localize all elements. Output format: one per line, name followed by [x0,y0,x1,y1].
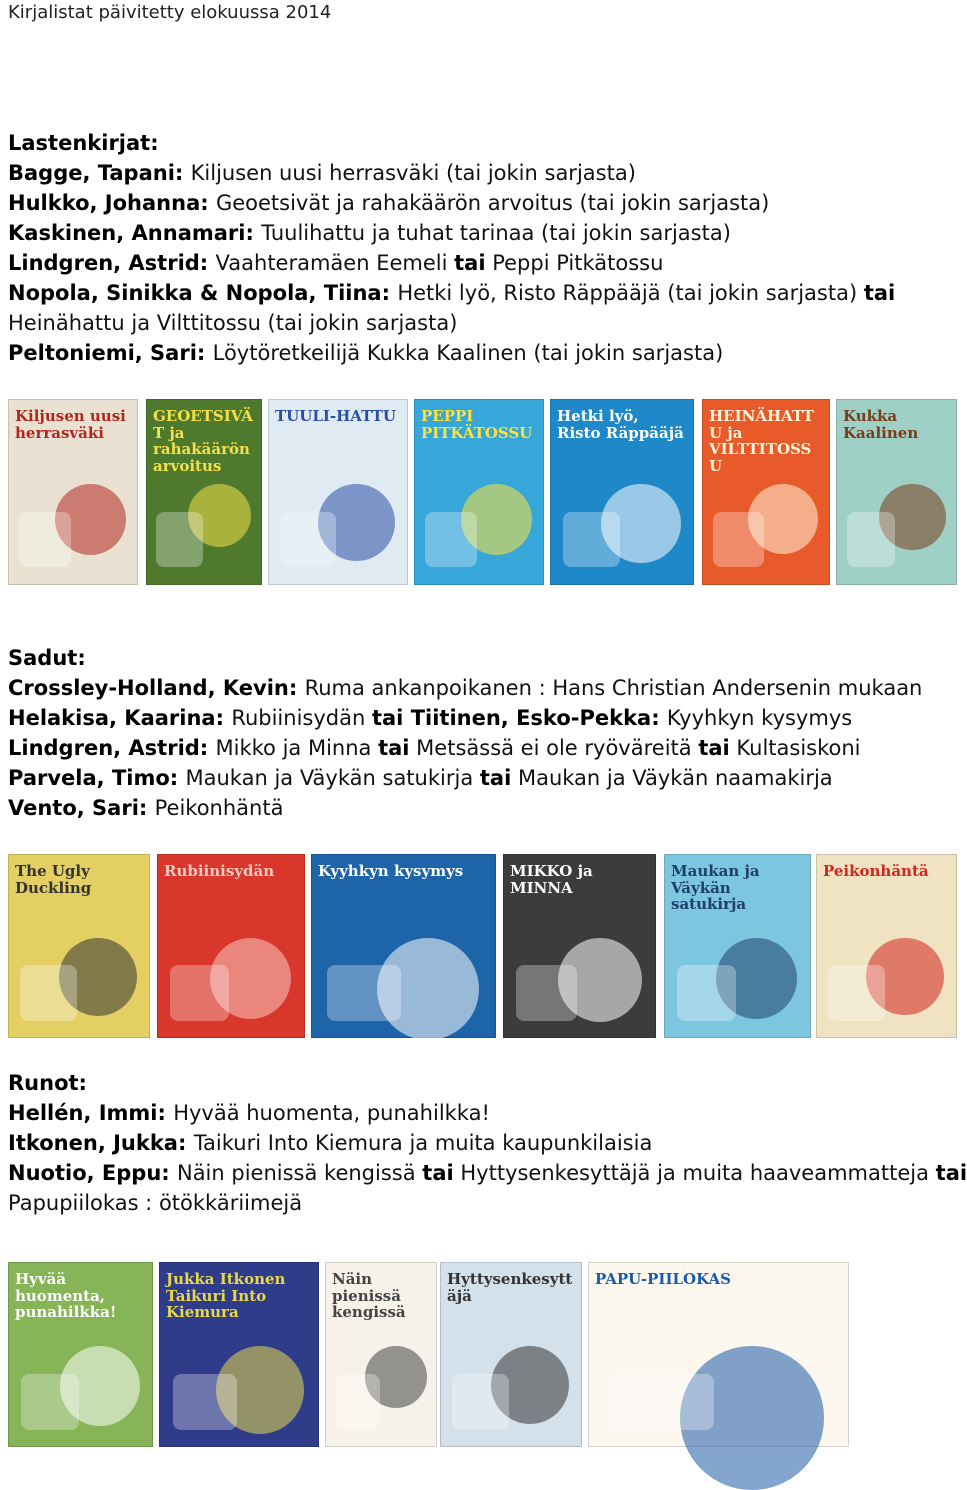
book-cover-image [664,854,811,1038]
book-cover-image [8,399,138,585]
cover-illustration [19,512,71,568]
cover-illustration [713,512,764,568]
list-line [8,1131,652,1155]
book-title-text: Kyyhkyn kysymys [666,706,853,730]
book-cover-image [311,854,496,1038]
section-title-runot: Runot: [8,1071,87,1095]
book-title-text: Maukan ja Väykän naamakirja [511,766,833,790]
cover-title: Hetki lyö, Risto Räppääjä [557,407,684,442]
cover-title: Jukka Itkonen Taikuri Into Kiemura [166,1270,286,1321]
cover-illustration [828,965,884,1020]
book-cover-image [414,399,544,585]
cover-illustration [327,965,401,1020]
book-title-text: Vaahteramäen Eemeli [215,251,455,275]
book-title-text: Kultasiskoni [729,736,861,760]
cover-title: HEINÄHATTU ja VILTTITOSSU [709,407,814,475]
author-name: Itkonen, Jukka: [8,1131,194,1155]
book-title-text: Hyvää huomenta, punahilkka! [173,1101,490,1125]
page-header: Kirjalistat päivitetty elokuussa 2014 [8,2,332,23]
book-cover-image [588,1262,849,1447]
author-name: Bagge, Tapani: [8,161,191,185]
cover-title: Maukan ja Väykän satukirja [671,862,760,913]
book-cover-image [325,1262,437,1447]
book-cover-image [268,399,408,585]
cover-illustration [20,965,77,1020]
book-cover-image [146,399,262,585]
book-cover-image [8,854,150,1038]
book-title-text: Kiljusen uusi herrasväki (tai jokin sarjasta) [190,161,636,185]
cover-illustration [516,965,577,1020]
book-cover-image [159,1262,319,1447]
book-title-text: Tuulihattu ja tuhat tarinaa (tai jokin sarjasta) [261,221,731,245]
list-line [8,221,731,245]
book-cover-image [157,854,305,1038]
list-line [8,736,861,760]
cover-illustration [156,512,202,568]
book-title-text: Näin pienissä kengissä [176,1161,423,1185]
cover-title: TUULI-HATTU [275,407,396,425]
author-name: tai [479,766,512,790]
cover-title: Hyttysenkesyttäjä [447,1270,573,1305]
author-name: Peltoniemi, Sari: [8,341,213,365]
book-title-text: Mikko ja Minna [215,736,379,760]
cover-illustration [173,1374,237,1430]
cover-title: GEOETSIVÄT ja rahakäärön arvoitus [153,407,253,475]
author-name: tai [863,281,896,305]
cover-title: Peikonhäntä [823,862,929,880]
book-cover-image [440,1262,582,1447]
book-cover-image [503,854,656,1038]
author-name: tai [698,736,730,760]
list-line [8,766,833,790]
author-name: Nuotio, Eppu: [8,1161,177,1185]
book-title-text: Hetki lyö, Risto Räppääjä (tai jokin sarjasta) [397,281,864,305]
list-line [8,796,283,820]
cover-illustration [280,512,336,568]
author-name: tai [422,1161,454,1185]
author-name: Kaskinen, Annamari: [8,221,262,245]
book-cover-image [816,854,957,1038]
list-line [8,1101,490,1125]
author-name: tai Tiitinen, Esko-Pekka: [371,706,667,730]
book-title-text: Heinähattu ja Vilttitossu (tai jokin sarjasta) [8,311,458,335]
author-name: Nopola, Sinikka & Nopola, Tiina: [8,281,398,305]
list-line [8,676,922,700]
cover-illustration [335,1374,380,1430]
author-name: Crossley-Holland, Kevin: [8,676,305,700]
list-line [8,706,852,730]
cover-illustration [425,512,477,568]
book-cover-image [836,399,957,585]
book-cover-image [702,399,830,585]
cover-title: MIKKO ja MINNA [510,862,593,897]
cover-title: Hyvää huomenta, punahilkka! [15,1270,117,1321]
list-line [8,311,457,335]
cover-title: Kukka Kaalinen [843,407,919,442]
author-name: Helakisa, Kaarina: [8,706,232,730]
book-title-text: Metsässä ei ole ryöväreitä [409,736,699,760]
author-name: Lindgren, Astrid: [8,251,216,275]
cover-title: Kyyhkyn kysymys [318,862,464,880]
author-name: tai [454,251,486,275]
cover-title: Kiljusen uusi herrasväki [15,407,126,442]
list-line [8,161,636,185]
book-title-text: Maukan ja Väykän satukirja [185,766,480,790]
list-line [8,1161,967,1185]
author-name: Hellén, Immi: [8,1101,174,1125]
book-title-text: Hyttysenkesyttäjä ja muita haaveammatteja [453,1161,936,1185]
list-line [8,251,663,275]
list-line [8,191,769,215]
list-line [8,281,895,305]
book-title-text: Löytöretkeilijä Kukka Kaalinen (tai jokin sarjasta) [212,341,724,365]
cover-illustration [563,512,621,568]
book-title-text: Rubiinisydän [231,706,372,730]
section-title-lastenkirjat: Lastenkirjat: [8,131,159,155]
cover-illustration [677,965,736,1020]
author-name: tai [935,1161,967,1185]
book-title-text: Geoetsivät ja rahakäärön arvoitus (tai jokin sarjasta) [215,191,770,215]
book-title-text: Papupiilokas : ötökkäriimejä [8,1191,303,1215]
author-name: Vento, Sari: [8,796,155,820]
book-title-text: Peikonhäntä [154,796,284,820]
book-title-text: Peppi Pitkätossu [485,251,664,275]
cover-title: Näin pienissä kengissä [332,1270,406,1321]
book-title-text: Ruma ankanpoikanen : Hans Christian Andersenin mukaan [304,676,923,700]
cover-title: Rubiinisydän [164,862,275,880]
cover-illustration [610,1374,714,1430]
author-name: Lindgren, Astrid: [8,736,216,760]
section-title-sadut: Sadut: [8,646,86,670]
cover-title: PAPU-PIILOKAS [595,1270,731,1288]
book-title-text: Taikuri Into Kiemura ja muita kaupunkilaisia [193,1131,653,1155]
cover-title: The Ugly Duckling [15,862,92,897]
cover-illustration [170,965,229,1020]
cover-illustration [847,512,895,568]
list-line [8,341,723,365]
book-cover-image [550,399,694,585]
list-line [8,1191,302,1215]
author-name: Hulkko, Johanna: [8,191,216,215]
cover-illustration [452,1374,509,1430]
cover-illustration [21,1374,79,1430]
author-name: Parvela, Timo: [8,766,186,790]
cover-title: PEPPI PITKÄTOSSU [421,407,533,442]
book-cover-image [8,1262,153,1447]
author-name: tai [378,736,410,760]
